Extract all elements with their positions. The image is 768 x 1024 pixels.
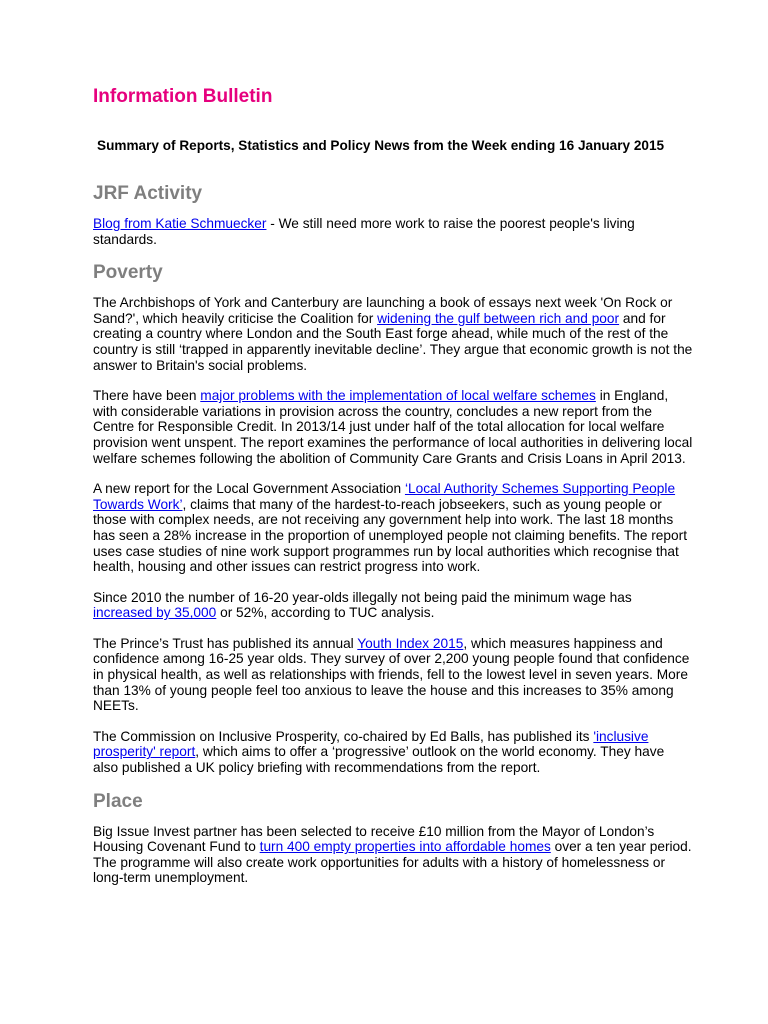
section-heading-place: Place (93, 790, 143, 812)
section-heading-jrf: JRF Activity (93, 183, 203, 204)
affordable-homes-link[interactable]: turn 400 empty properties into affordable homes (259, 839, 551, 855)
inclusive-prosperity-report-link[interactable]: 'inclusive prosperity' report (93, 728, 649, 760)
local-authority-schemes-link[interactable]: ‘Local Authority Schemes Supporting People Towards Work’ (93, 481, 676, 512)
jrf-paragraph: Blog from Katie Schmuecker - We still need more work to raise the poorest people's living standards. (93, 216, 635, 247)
section-heading-poverty: Poverty (93, 262, 163, 284)
widening-gulf-link[interactable]: widening the gulf between rich and poor (377, 310, 620, 326)
section-jrf-activity (93, 182, 693, 247)
poverty-paragraph-princes-trust: The Prince’s Trust has published its annual Youth Index 2015, which measures happiness and confidence among 16-25 year olds. They survey of over 2,200 young people found that confidence in physical health, as well as relationships with friends, fell to the lowest level in seven years. More than 13% of young people feel too anxious to leave the house and this increases to 35% among NEETs. (93, 635, 690, 714)
poverty-paragraph-local-welfare: There have been major problems with the implementation of local welfare schemes in England, with considerable variations in provision across the country, concludes a new report from the Centre for Responsible Credit. In 2013/14 just under half of the total allocation for local welfare provision went unspent. The report examines the performance of local authorities in delivering local welfare schemes following the abolition of Community Care Grants and Crisis Loans in April 2013. (93, 388, 693, 466)
poverty-paragraph-inclusive-prosperity: The Commission on Inclusive Prosperity, co-chaired by Ed Balls, has published its 'inclusive prosperity' report, which aims to offer a ‘progressive’ outlook on the world economy. They have also published a UK policy briefing with recommendations from the report. (93, 728, 665, 776)
page-subtitle: Summary of Reports, Statistics and Policy News from the Week ending 16 January 2015 (97, 138, 665, 153)
place-paragraph-big-issue: Big Issue Invest partner has been selected to receive £10 million from the Mayor of London’s Housing Covenant Fund to turn 400 empty properties into affordable homes over a ten year period. The programme will also create work opportunities for adults with a history of homelessness or long-term unemployment. (93, 823, 692, 886)
section-place (93, 790, 693, 886)
poverty-paragraph-archbishops: The Archbishops of York and Canterbury are launching a book of essays next week 'On Rock or Sand?', which heavily criticise the Coalition for widening the gulf between rich and poor and for creating a country where London and the South East forge ahead, while much of the rest of the country is still ‘trapped in apparently inevitable decline’. They argue that economic growth is not the answer to Britain's social problems. (93, 295, 693, 373)
poverty-paragraph-lga-report: A new report for the Local Government Association ‘Local Authority Schemes Supporting People Towards Work’, claims that many of the hardest-to-reach jobseekers, such as young people or those with complex needs, are not receiving any government help into work. The last 18 months has seen a 28% increase in the proportion of unemployed people not claiming benefits. The report uses case studies of nine work support programmes run by local authorities which recognise that health, housing and other issues can restrict progress into work. (93, 481, 688, 575)
bulletin-content (93, 182, 693, 886)
poverty-paragraph-minimum-wage: Since 2010 the number of 16-20 year-olds illegally not being paid the minimum wage has increased by 35,000 or 52%, according to TUC analysis. (93, 589, 632, 621)
page-title: Information Bulletin (93, 86, 273, 107)
local-welfare-schemes-link[interactable]: major problems with the implementation of local welfare schemes (200, 388, 596, 404)
section-poverty (93, 261, 693, 775)
youth-index-2015-link[interactable]: Youth Index 2015 (357, 635, 464, 651)
katie-schmuecker-blog-link[interactable]: Blog from Katie Schmuecker (93, 216, 267, 231)
increased-by-35000-link[interactable]: increased by 35,000 (93, 605, 217, 621)
